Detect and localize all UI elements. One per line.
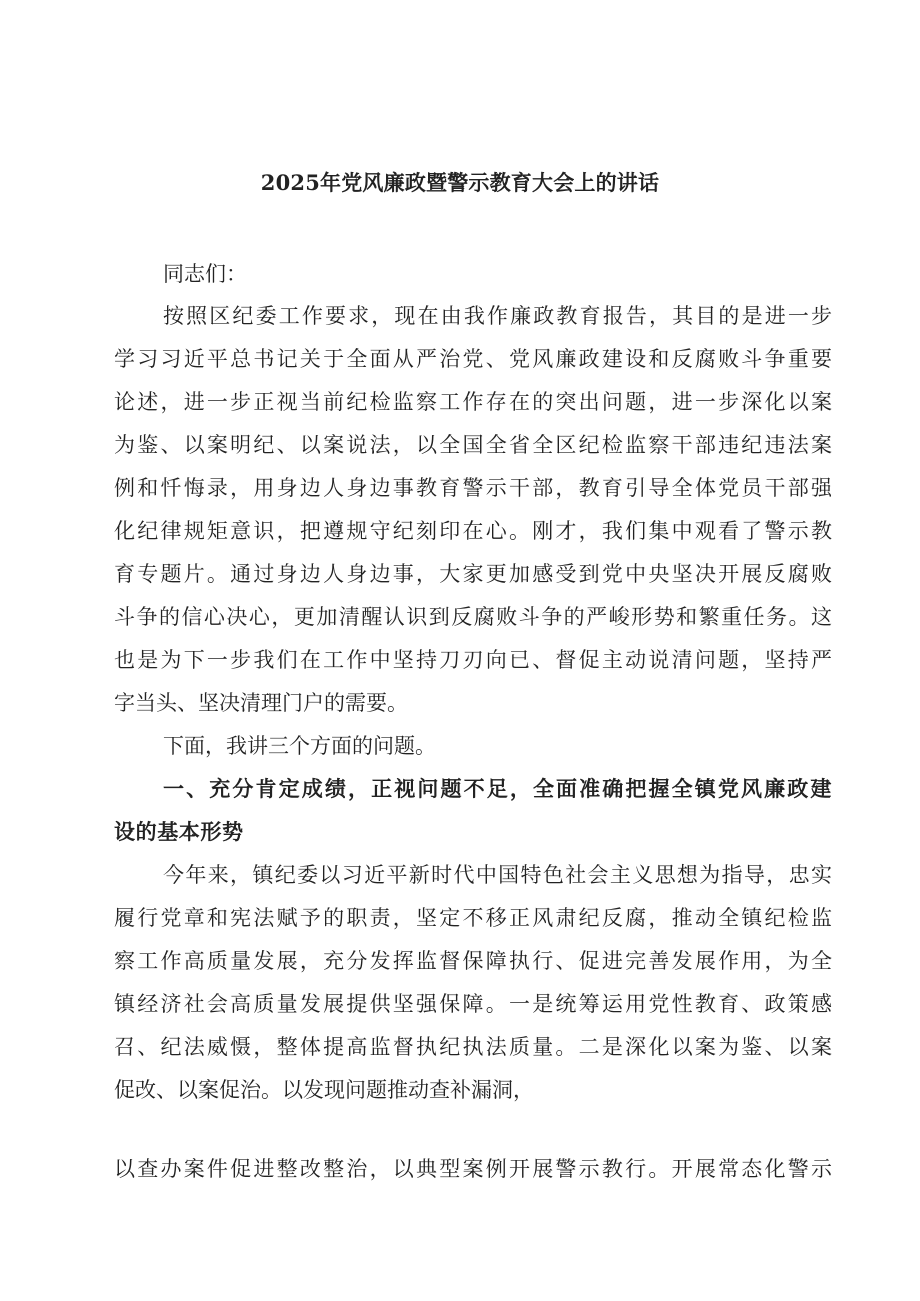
section-heading: 设的基本形势	[114, 820, 244, 844]
section-heading: 一、充分肯定成绩，正视问题不足，全面准确把握全镇党风廉政建	[163, 777, 832, 801]
paragraph-line: 例和忏悔录，用身边人身边事教育警示干部，教育引导全体党员干部强	[114, 476, 832, 500]
paragraph-line: 育专题片。通过身边人身边事，大家更加感受到党中央坚决开展反腐败	[114, 562, 832, 586]
paragraph-line: 化纪律规矩意识，把遵规守纪刻印在心。刚才，我们集中观看了警示教	[114, 519, 832, 543]
paragraph-line: 斗争的信心决心，更加清醒认识到反腐败斗争的严峻形势和繁重任务。这	[114, 605, 832, 629]
paragraph-line: 按照区纪委工作要求，现在由我作廉政教育报告，其目的是进一步	[163, 304, 832, 328]
paragraph-line: 下面，我讲三个方面的问题。	[163, 734, 436, 758]
document-title: 2025年党风廉政暨警示教育大会上的讲话	[260, 170, 660, 195]
paragraph-line: 履行党章和宪法赋予的职责，坚定不移正风肃纪反腐，推动全镇纪检监	[114, 906, 832, 930]
paragraph-line: 为鉴、以案明纪、以案说法，以全国全省全区纪检监察干部违纪违法案	[114, 433, 832, 457]
paragraph-line: 论述，进一步正视当前纪检监察工作存在的突出问题，进一步深化以案	[114, 390, 832, 414]
paragraph-line: 字当头、坚决清理门户的需要。	[114, 691, 408, 715]
paragraph-line: 今年来，镇纪委以习近平新时代中国特色社会主义思想为指导，忠实	[163, 863, 832, 887]
paragraph-line: 以查办案件促进整改整治，以典型案例开展警示教行。开展常态化警示	[114, 1157, 832, 1181]
paragraph-line: 也是为下一步我们在工作中坚持刀刃向已、督促主动说清问题，坚持严	[114, 648, 832, 672]
paragraph-line: 召、纪法威慑，整体提高监督执纪执法质量。二是深化以案为鉴、以案	[114, 1035, 832, 1059]
paragraph-line: 学习习近平总书记关于全面从严治党、党风廉政建设和反腐败斗争重要	[114, 347, 832, 371]
salutation: 同志们：	[163, 262, 247, 286]
paragraph-line: 镇经济社会高质量发展提供坚强保障。一是统筹运用党性教育、政策感	[114, 992, 832, 1016]
paragraph-line: 促改、以案促治。以发现问题推动查补漏洞，	[114, 1078, 534, 1102]
paragraph-line: 察工作高质量发展，充分发挥监督保障执行、促进完善发展作用，为全	[114, 949, 832, 973]
